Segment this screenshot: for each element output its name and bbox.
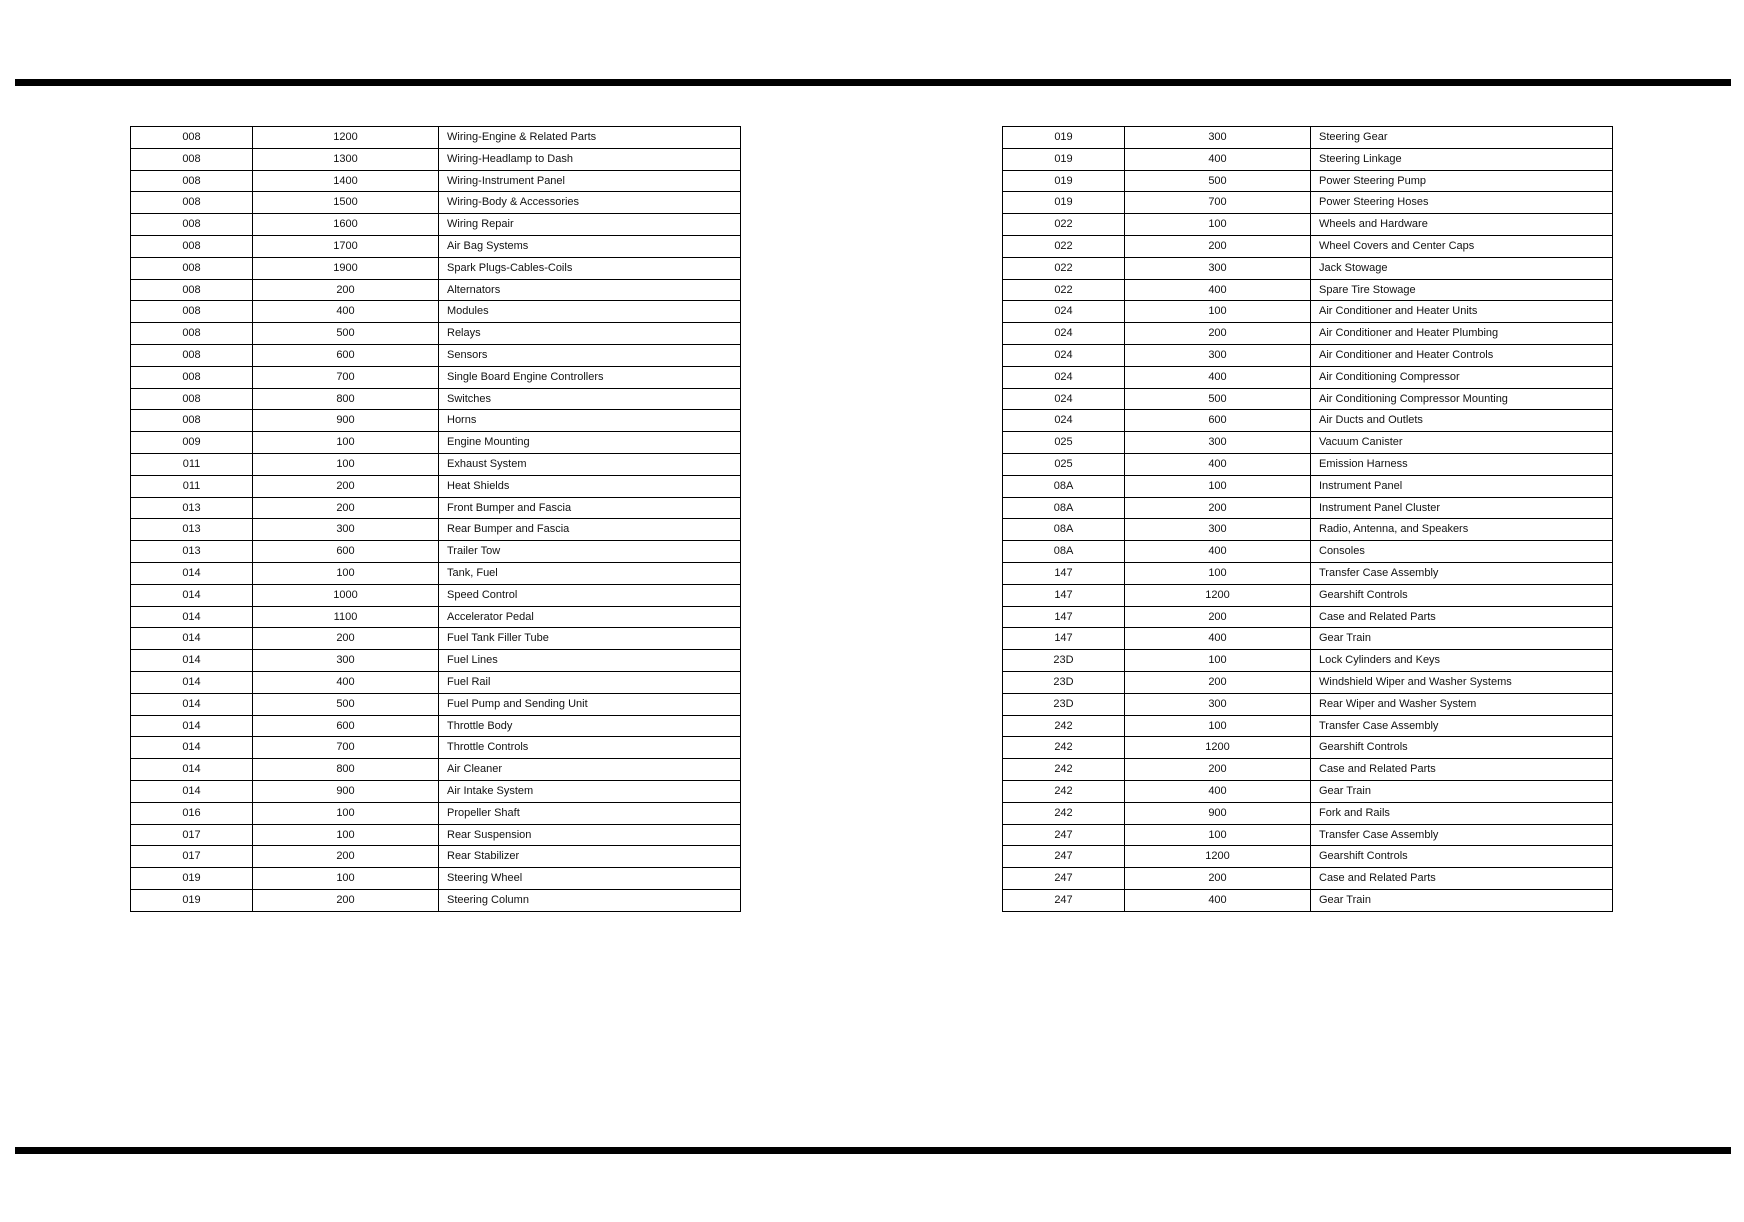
- description-cell: Wiring-Instrument Panel: [439, 170, 741, 192]
- group-code-cell: 024: [1003, 366, 1125, 388]
- description-cell: Emission Harness: [1311, 453, 1613, 475]
- table-row: [131, 279, 741, 301]
- group-code-cell: 147: [1003, 606, 1125, 628]
- group-code-cell: 022: [1003, 257, 1125, 279]
- description-cell: Trailer Tow: [439, 541, 741, 563]
- part-number-cell: 300: [253, 650, 439, 672]
- description-cell: Tank, Fuel: [439, 562, 741, 584]
- group-code-cell: 147: [1003, 562, 1125, 584]
- description-cell: Heat Shields: [439, 475, 741, 497]
- group-code-cell: 008: [131, 366, 253, 388]
- description-cell: Fuel Rail: [439, 671, 741, 693]
- group-code-cell: 025: [1003, 453, 1125, 475]
- group-code-cell: 008: [131, 127, 253, 149]
- description-cell: Gear Train: [1311, 780, 1613, 802]
- group-code-cell: 08A: [1003, 519, 1125, 541]
- group-code-cell: 23D: [1003, 693, 1125, 715]
- description-cell: Transfer Case Assembly: [1311, 562, 1613, 584]
- table-row: [131, 214, 741, 236]
- part-number-cell: 100: [253, 453, 439, 475]
- part-number-cell: 600: [253, 715, 439, 737]
- table-row: [131, 606, 741, 628]
- description-cell: Air Conditioner and Heater Controls: [1311, 344, 1613, 366]
- part-number-cell: 100: [1125, 824, 1311, 846]
- description-cell: Power Steering Hoses: [1311, 192, 1613, 214]
- description-cell: Gearshift Controls: [1311, 737, 1613, 759]
- group-code-cell: 025: [1003, 432, 1125, 454]
- table-row: [1003, 344, 1613, 366]
- table-row: [1003, 780, 1613, 802]
- description-cell: Steering Column: [439, 889, 741, 911]
- part-number-cell: 200: [253, 628, 439, 650]
- group-code-cell: 013: [131, 497, 253, 519]
- description-cell: Wiring-Body & Accessories: [439, 192, 741, 214]
- description-cell: Horns: [439, 410, 741, 432]
- part-number-cell: 500: [253, 323, 439, 345]
- group-code-cell: 008: [131, 323, 253, 345]
- group-code-cell: 247: [1003, 868, 1125, 890]
- group-code-cell: 022: [1003, 214, 1125, 236]
- group-code-cell: 242: [1003, 737, 1125, 759]
- table-row: [1003, 759, 1613, 781]
- group-code-cell: 013: [131, 519, 253, 541]
- description-cell: Gear Train: [1311, 628, 1613, 650]
- description-cell: Wiring-Headlamp to Dash: [439, 148, 741, 170]
- table-row: [1003, 127, 1613, 149]
- part-number-cell: 400: [1125, 148, 1311, 170]
- part-number-cell: 1000: [253, 584, 439, 606]
- table-row: [1003, 802, 1613, 824]
- description-cell: Vacuum Canister: [1311, 432, 1613, 454]
- part-number-cell: 300: [1125, 344, 1311, 366]
- group-code-cell: 024: [1003, 323, 1125, 345]
- part-number-cell: 100: [1125, 562, 1311, 584]
- description-cell: Power Steering Pump: [1311, 170, 1613, 192]
- part-number-cell: 100: [253, 824, 439, 846]
- group-code-cell: 147: [1003, 628, 1125, 650]
- table-row: [1003, 257, 1613, 279]
- group-code-cell: 019: [131, 868, 253, 890]
- description-cell: Accelerator Pedal: [439, 606, 741, 628]
- table-row: [131, 366, 741, 388]
- group-code-cell: 017: [131, 824, 253, 846]
- group-code-cell: 014: [131, 628, 253, 650]
- description-cell: Steering Linkage: [1311, 148, 1613, 170]
- table-row: [1003, 301, 1613, 323]
- group-code-cell: 247: [1003, 889, 1125, 911]
- description-cell: Instrument Panel: [1311, 475, 1613, 497]
- description-cell: Air Conditioner and Heater Units: [1311, 301, 1613, 323]
- table-row: [131, 737, 741, 759]
- table-row: [1003, 366, 1613, 388]
- table-row: [131, 562, 741, 584]
- table-row: [131, 148, 741, 170]
- part-number-cell: 300: [1125, 519, 1311, 541]
- part-number-cell: 300: [1125, 257, 1311, 279]
- table-row: [131, 475, 741, 497]
- description-cell: Exhaust System: [439, 453, 741, 475]
- part-number-cell: 400: [1125, 366, 1311, 388]
- table-row: [1003, 497, 1613, 519]
- table-row: [1003, 693, 1613, 715]
- part-number-cell: 100: [1125, 214, 1311, 236]
- table-row: [1003, 519, 1613, 541]
- part-number-cell: 300: [1125, 432, 1311, 454]
- description-cell: Spare Tire Stowage: [1311, 279, 1613, 301]
- part-number-cell: 100: [1125, 650, 1311, 672]
- group-code-cell: 022: [1003, 279, 1125, 301]
- group-code-cell: 014: [131, 759, 253, 781]
- description-cell: Fuel Lines: [439, 650, 741, 672]
- group-code-cell: 019: [1003, 127, 1125, 149]
- table-row: [1003, 628, 1613, 650]
- part-number-cell: 200: [1125, 868, 1311, 890]
- parts-table-left: [130, 126, 741, 912]
- table-row: [1003, 410, 1613, 432]
- description-cell: Propeller Shaft: [439, 802, 741, 824]
- group-code-cell: 017: [131, 846, 253, 868]
- group-code-cell: 024: [1003, 301, 1125, 323]
- table-row: [1003, 235, 1613, 257]
- table-row: [1003, 279, 1613, 301]
- table-row: [131, 192, 741, 214]
- group-code-cell: 014: [131, 737, 253, 759]
- group-code-cell: 019: [1003, 148, 1125, 170]
- description-cell: Wiring-Engine & Related Parts: [439, 127, 741, 149]
- part-number-cell: 500: [1125, 170, 1311, 192]
- description-cell: Air Conditioner and Heater Plumbing: [1311, 323, 1613, 345]
- table-row: [131, 432, 741, 454]
- group-code-cell: 008: [131, 235, 253, 257]
- table-row: [1003, 388, 1613, 410]
- table-row: [1003, 715, 1613, 737]
- table-row: [131, 759, 741, 781]
- description-cell: Wiring Repair: [439, 214, 741, 236]
- description-cell: Case and Related Parts: [1311, 868, 1613, 890]
- table-row: [1003, 541, 1613, 563]
- group-code-cell: 019: [1003, 192, 1125, 214]
- description-cell: Fuel Tank Filler Tube: [439, 628, 741, 650]
- group-code-cell: 08A: [1003, 497, 1125, 519]
- part-number-cell: 500: [253, 693, 439, 715]
- part-number-cell: 800: [253, 759, 439, 781]
- group-code-cell: 247: [1003, 824, 1125, 846]
- table-row: [131, 453, 741, 475]
- part-number-cell: 200: [1125, 497, 1311, 519]
- table-row: [1003, 606, 1613, 628]
- table-row: [1003, 889, 1613, 911]
- part-number-cell: 400: [1125, 453, 1311, 475]
- group-code-cell: 022: [1003, 235, 1125, 257]
- part-number-cell: 1900: [253, 257, 439, 279]
- description-cell: Spark Plugs-Cables-Coils: [439, 257, 741, 279]
- group-code-cell: 008: [131, 214, 253, 236]
- group-code-cell: 016: [131, 802, 253, 824]
- description-cell: Windshield Wiper and Washer Systems: [1311, 671, 1613, 693]
- table-row: [131, 584, 741, 606]
- table-row: [1003, 737, 1613, 759]
- description-cell: Gearshift Controls: [1311, 584, 1613, 606]
- group-code-cell: 08A: [1003, 475, 1125, 497]
- description-cell: Air Cleaner: [439, 759, 741, 781]
- description-cell: Engine Mounting: [439, 432, 741, 454]
- table-row: [131, 127, 741, 149]
- group-code-cell: 08A: [1003, 541, 1125, 563]
- description-cell: Air Conditioning Compressor Mounting: [1311, 388, 1613, 410]
- table-row: [1003, 432, 1613, 454]
- group-code-cell: 242: [1003, 802, 1125, 824]
- table-row: [131, 802, 741, 824]
- description-cell: Steering Gear: [1311, 127, 1613, 149]
- part-number-cell: 300: [1125, 693, 1311, 715]
- group-code-cell: 014: [131, 606, 253, 628]
- group-code-cell: 009: [131, 432, 253, 454]
- part-number-cell: 200: [253, 279, 439, 301]
- part-number-cell: 700: [253, 737, 439, 759]
- table-row: [131, 693, 741, 715]
- part-number-cell: 400: [1125, 628, 1311, 650]
- description-cell: Single Board Engine Controllers: [439, 366, 741, 388]
- part-number-cell: 600: [253, 344, 439, 366]
- table-row: [131, 235, 741, 257]
- description-cell: Air Ducts and Outlets: [1311, 410, 1613, 432]
- part-number-cell: 600: [1125, 410, 1311, 432]
- description-cell: Case and Related Parts: [1311, 606, 1613, 628]
- description-cell: Consoles: [1311, 541, 1613, 563]
- description-cell: Front Bumper and Fascia: [439, 497, 741, 519]
- description-cell: Alternators: [439, 279, 741, 301]
- group-code-cell: 014: [131, 671, 253, 693]
- description-cell: Relays: [439, 323, 741, 345]
- description-cell: Rear Suspension: [439, 824, 741, 846]
- part-number-cell: 400: [253, 671, 439, 693]
- description-cell: Lock Cylinders and Keys: [1311, 650, 1613, 672]
- group-code-cell: 024: [1003, 410, 1125, 432]
- bottom-rule: [15, 1147, 1731, 1154]
- group-code-cell: 011: [131, 475, 253, 497]
- table-row: [131, 650, 741, 672]
- part-number-cell: 900: [253, 410, 439, 432]
- description-cell: Rear Bumper and Fascia: [439, 519, 741, 541]
- table-row: [131, 824, 741, 846]
- description-cell: Air Bag Systems: [439, 235, 741, 257]
- table-row: [131, 170, 741, 192]
- group-code-cell: 019: [131, 889, 253, 911]
- part-number-cell: 500: [1125, 388, 1311, 410]
- group-code-cell: 014: [131, 562, 253, 584]
- table-row: [1003, 671, 1613, 693]
- group-code-cell: 247: [1003, 846, 1125, 868]
- part-number-cell: 100: [1125, 301, 1311, 323]
- group-code-cell: 008: [131, 344, 253, 366]
- table-row: [131, 671, 741, 693]
- description-cell: Fork and Rails: [1311, 802, 1613, 824]
- group-code-cell: 008: [131, 192, 253, 214]
- part-number-cell: 200: [1125, 671, 1311, 693]
- table-row: [1003, 562, 1613, 584]
- group-code-cell: 008: [131, 388, 253, 410]
- description-cell: Wheels and Hardware: [1311, 214, 1613, 236]
- group-code-cell: 024: [1003, 344, 1125, 366]
- table-row: [1003, 453, 1613, 475]
- description-cell: Sensors: [439, 344, 741, 366]
- part-number-cell: 100: [1125, 475, 1311, 497]
- table-row: [1003, 650, 1613, 672]
- table-row: [131, 323, 741, 345]
- part-number-cell: 700: [1125, 192, 1311, 214]
- part-number-cell: 200: [253, 846, 439, 868]
- description-cell: Air Conditioning Compressor: [1311, 366, 1613, 388]
- description-cell: Throttle Controls: [439, 737, 741, 759]
- part-number-cell: 100: [1125, 715, 1311, 737]
- description-cell: Fuel Pump and Sending Unit: [439, 693, 741, 715]
- description-cell: Steering Wheel: [439, 868, 741, 890]
- table-row: [1003, 323, 1613, 345]
- table-row: [1003, 475, 1613, 497]
- table-row: [131, 780, 741, 802]
- part-number-cell: 400: [1125, 889, 1311, 911]
- part-number-cell: 1200: [253, 127, 439, 149]
- description-cell: Instrument Panel Cluster: [1311, 497, 1613, 519]
- description-cell: Air Intake System: [439, 780, 741, 802]
- group-code-cell: 014: [131, 693, 253, 715]
- part-number-cell: 400: [1125, 780, 1311, 802]
- table-row: [131, 628, 741, 650]
- group-code-cell: 008: [131, 279, 253, 301]
- description-cell: Rear Wiper and Washer System: [1311, 693, 1613, 715]
- part-number-cell: 1200: [1125, 737, 1311, 759]
- group-code-cell: 23D: [1003, 650, 1125, 672]
- table-row: [131, 344, 741, 366]
- description-cell: Radio, Antenna, and Speakers: [1311, 519, 1613, 541]
- part-number-cell: 900: [253, 780, 439, 802]
- table-row: [1003, 170, 1613, 192]
- group-code-cell: 014: [131, 715, 253, 737]
- part-number-cell: 400: [253, 301, 439, 323]
- table-row: [131, 846, 741, 868]
- part-number-cell: 1600: [253, 214, 439, 236]
- part-number-cell: 200: [253, 497, 439, 519]
- table-row: [1003, 214, 1613, 236]
- group-code-cell: 008: [131, 410, 253, 432]
- group-code-cell: 019: [1003, 170, 1125, 192]
- table-row: [131, 497, 741, 519]
- group-code-cell: 242: [1003, 715, 1125, 737]
- table-row: [1003, 868, 1613, 890]
- group-code-cell: 011: [131, 453, 253, 475]
- part-number-cell: 600: [253, 541, 439, 563]
- table-row: [1003, 192, 1613, 214]
- group-code-cell: 024: [1003, 388, 1125, 410]
- part-number-cell: 200: [1125, 606, 1311, 628]
- part-number-cell: 1100: [253, 606, 439, 628]
- table-row: [131, 868, 741, 890]
- table-row: [1003, 824, 1613, 846]
- part-number-cell: 300: [253, 519, 439, 541]
- description-cell: Gearshift Controls: [1311, 846, 1613, 868]
- group-code-cell: 242: [1003, 759, 1125, 781]
- part-number-cell: 300: [1125, 127, 1311, 149]
- table-row: [131, 519, 741, 541]
- group-code-cell: 014: [131, 780, 253, 802]
- top-rule: [15, 79, 1731, 86]
- table-row: [131, 388, 741, 410]
- description-cell: Case and Related Parts: [1311, 759, 1613, 781]
- description-cell: Transfer Case Assembly: [1311, 715, 1613, 737]
- description-cell: Transfer Case Assembly: [1311, 824, 1613, 846]
- description-cell: Gear Train: [1311, 889, 1613, 911]
- group-code-cell: 147: [1003, 584, 1125, 606]
- table-row: [131, 410, 741, 432]
- table-row: [1003, 846, 1613, 868]
- table-row: [131, 889, 741, 911]
- table-row: [131, 257, 741, 279]
- group-code-cell: 013: [131, 541, 253, 563]
- part-number-cell: 800: [253, 388, 439, 410]
- part-number-cell: 1200: [1125, 584, 1311, 606]
- part-number-cell: 1300: [253, 148, 439, 170]
- group-code-cell: 23D: [1003, 671, 1125, 693]
- part-number-cell: 400: [1125, 279, 1311, 301]
- description-cell: Wheel Covers and Center Caps: [1311, 235, 1613, 257]
- part-number-cell: 1500: [253, 192, 439, 214]
- description-cell: Jack Stowage: [1311, 257, 1613, 279]
- table-row: [131, 301, 741, 323]
- description-cell: Rear Stabilizer: [439, 846, 741, 868]
- part-number-cell: 900: [1125, 802, 1311, 824]
- part-number-cell: 100: [253, 868, 439, 890]
- table-row: [131, 715, 741, 737]
- description-cell: Speed Control: [439, 584, 741, 606]
- group-code-cell: 014: [131, 584, 253, 606]
- part-number-cell: 1200: [1125, 846, 1311, 868]
- part-number-cell: 200: [1125, 759, 1311, 781]
- table-row: [1003, 584, 1613, 606]
- part-number-cell: 400: [1125, 541, 1311, 563]
- part-number-cell: 200: [253, 889, 439, 911]
- part-number-cell: 200: [1125, 235, 1311, 257]
- group-code-cell: 008: [131, 170, 253, 192]
- description-cell: Throttle Body: [439, 715, 741, 737]
- part-number-cell: 100: [253, 432, 439, 454]
- part-number-cell: 1400: [253, 170, 439, 192]
- group-code-cell: 008: [131, 257, 253, 279]
- group-code-cell: 008: [131, 148, 253, 170]
- part-number-cell: 1700: [253, 235, 439, 257]
- group-code-cell: 014: [131, 650, 253, 672]
- group-code-cell: 242: [1003, 780, 1125, 802]
- part-number-cell: 100: [253, 802, 439, 824]
- part-number-cell: 100: [253, 562, 439, 584]
- description-cell: Switches: [439, 388, 741, 410]
- part-number-cell: 200: [1125, 323, 1311, 345]
- parts-table-right: [1002, 126, 1613, 912]
- part-number-cell: 700: [253, 366, 439, 388]
- group-code-cell: 008: [131, 301, 253, 323]
- table-row: [131, 541, 741, 563]
- part-number-cell: 200: [253, 475, 439, 497]
- table-row: [1003, 148, 1613, 170]
- description-cell: Modules: [439, 301, 741, 323]
